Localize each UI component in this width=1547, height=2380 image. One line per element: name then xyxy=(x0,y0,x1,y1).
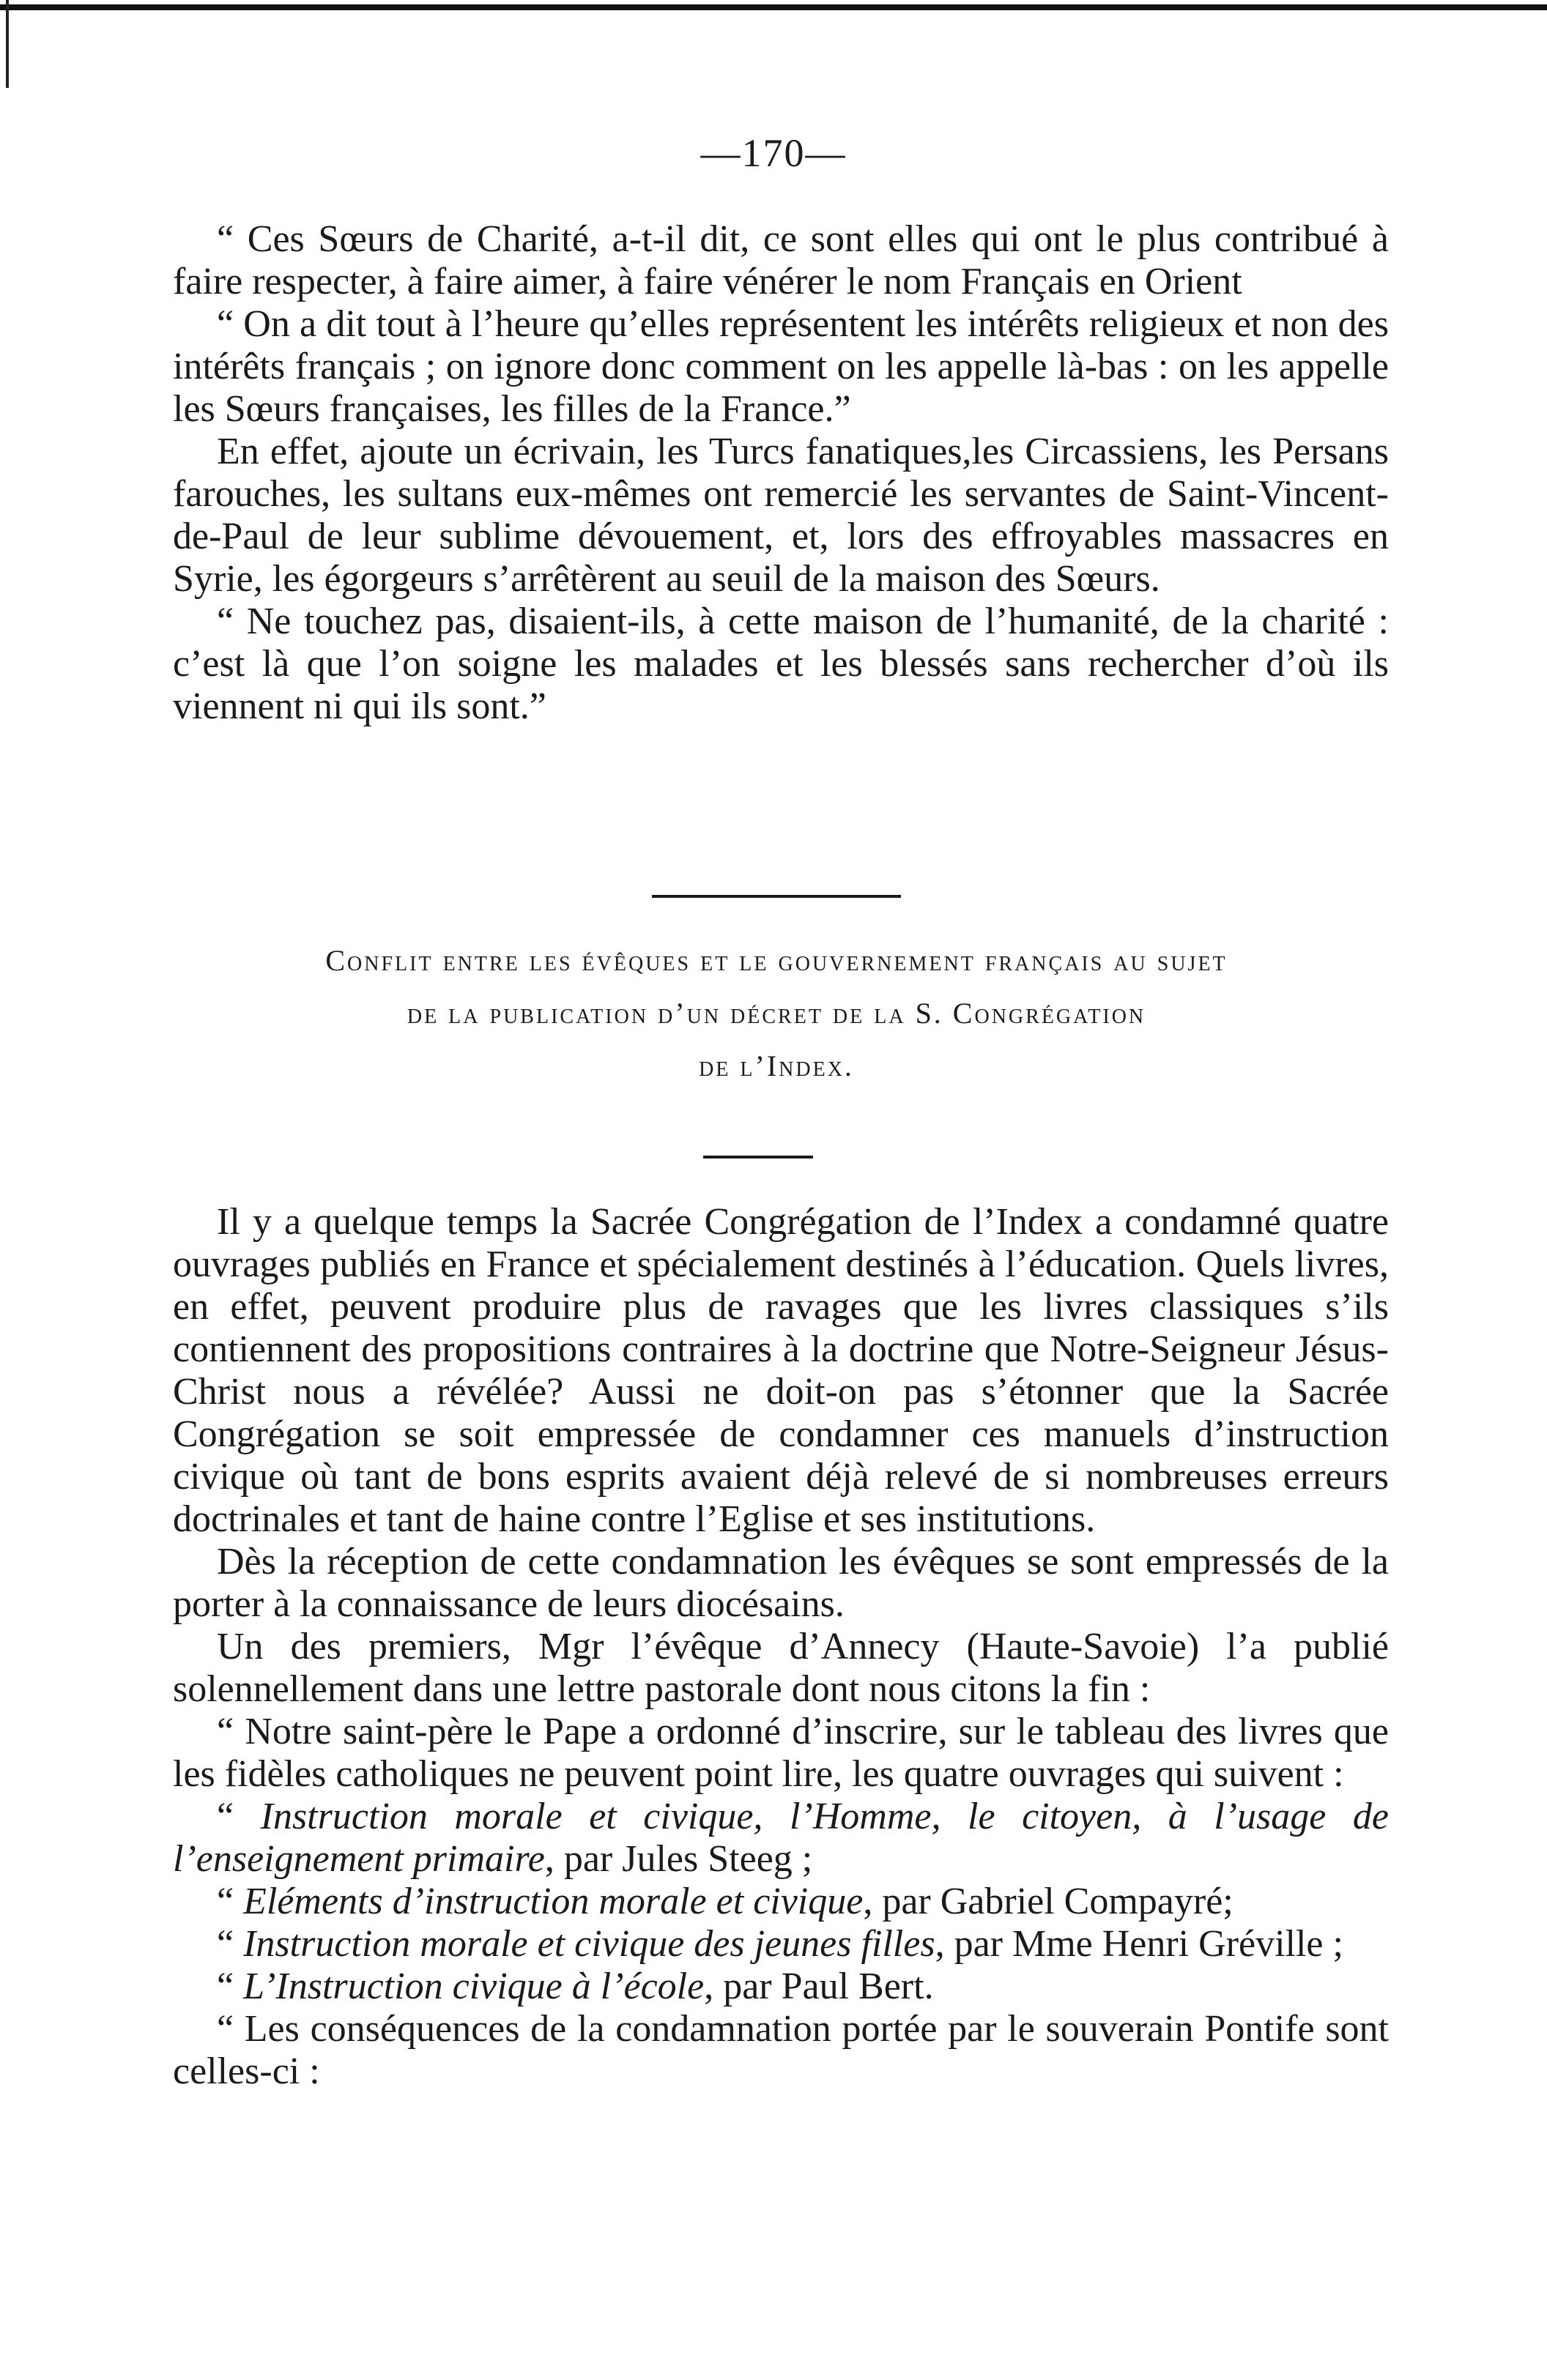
book-entry-3 xyxy=(173,1923,1389,1966)
book-author-3: , par Mme Henri Gréville ; xyxy=(935,1923,1343,1965)
quote-paragraph-2: “ On a dit tout à l’heure qu’elles représentent les intérêts religieux et non des intérêts français ; on ignore donc comment on les appelle là-bas : on les appelle les Sœurs françaises, les filles de la France.” xyxy=(173,303,1389,430)
book-title-4: L’Instruction civique à l’école xyxy=(243,1966,705,2007)
quote-mark: “ xyxy=(217,1881,244,1922)
left-margin-mark xyxy=(6,0,9,88)
body-paragraph-4: “ Notre saint-père le Pape a ordonné d’inscrire, sur le tableau des livres que les fidèles catholiques ne peuvent point lire, les quatre ouvrages qui suivent : xyxy=(173,1711,1389,1795)
quote-paragraph-1: “ Ces Sœurs de Charité, a-t-il dit, ce sont elles qui ont le plus contribué à faire respecter, à faire aimer, à faire vénérer le nom Français en Orient xyxy=(173,218,1389,302)
quote-paragraph-4: “ Ne touchez pas, disaient-ils, à cette maison de l’humanité, de la charité : c’est là que l’on soigne les malades et les blessés sans rechercher d’où ils viennent ni qui ils sont.” xyxy=(173,600,1389,727)
section-heading-line-3: de l’Index. xyxy=(699,1049,854,1082)
book-entry-1 xyxy=(173,1796,1389,1881)
section-heading-line-1: Conflit entre les évêques et le gouvernement français au sujet xyxy=(325,944,1228,977)
book-title-2: Eléments d’instruction morale et civique xyxy=(243,1881,864,1922)
book-entry-2 xyxy=(173,1881,1389,1923)
quote-section xyxy=(173,218,1389,728)
section-divider-bottom xyxy=(703,1156,813,1159)
book-author-2: , par Gabriel Compayré; xyxy=(863,1881,1233,1922)
body-paragraph-5: “ Les conséquences de la condamnation portée par le souverain Pontife sont celles-ci : xyxy=(173,2008,1389,2092)
section-heading xyxy=(146,943,1406,1084)
body-paragraph-3: Un des premiers, Mgr l’évêque d’Annecy (Haute-Savoie) l’a publié solennellement dans une lettre pastorale dont nous citons la fin : xyxy=(173,1626,1389,1710)
page-number: —170— xyxy=(700,131,847,175)
quote-mark: “ xyxy=(217,1796,261,1837)
quote-mark: “ xyxy=(217,1923,244,1965)
quote-mark: “ xyxy=(217,1966,244,2007)
body-paragraph-2: Dès la réception de cette condamnation les évêques se sont empressés de la porter à la connaissance de leurs diocésains. xyxy=(173,1541,1389,1625)
top-border-rule xyxy=(0,0,1547,10)
book-author-1: , par Jules Steeg ; xyxy=(544,1838,813,1880)
section-heading-line-2: de la publication d’un décret de la S. Congrégation xyxy=(407,997,1146,1030)
section-divider-top xyxy=(652,895,901,898)
book-title-1: Instruction morale et civique, l’Homme, le citoyen, à l’usage de l’enseignement primaire xyxy=(173,1796,1389,1880)
book-title-3: Instruction morale et civique des jeunes filles xyxy=(243,1923,935,1965)
quote-paragraph-3: En effet, ajoute un écrivain, les Turcs fanatiques,les Circassiens, les Persans farouches, les sultans eux-mêmes ont remercié les servantes de Saint-Vincent-de-Paul de leur sublime dévouement, et, lors des effroyables massacres en Syrie, les égorgeurs s’arrêtèrent au seuil de la maison des Sœurs. xyxy=(173,431,1389,600)
body-paragraph-1: Il y a quelque temps la Sacrée Congrégation de l’Index a condamné quatre ouvrages publiés en France et spécialement destinés à l’éducation. Quels livres, en effet, peuvent produire plus de ravages que les livres classiques s’ils contiennent des propositions contraires à la doctrine que Notre-Seigneur Jésus-Christ nous a révélée? Aussi ne doit-on pas s’étonner que la Sacrée Congrégation se soit empressée de condamner ces manuels d’instruction civique où tant de bons esprits avaient déjà relevé de si nombreuses erreurs doctrinales et tant de haine contre l’Eglise et ses institutions. xyxy=(173,1201,1389,1540)
book-entry-4 xyxy=(173,1966,1389,2008)
body-section xyxy=(173,1201,1389,2093)
book-author-4: , par Paul Bert. xyxy=(704,1966,934,2007)
